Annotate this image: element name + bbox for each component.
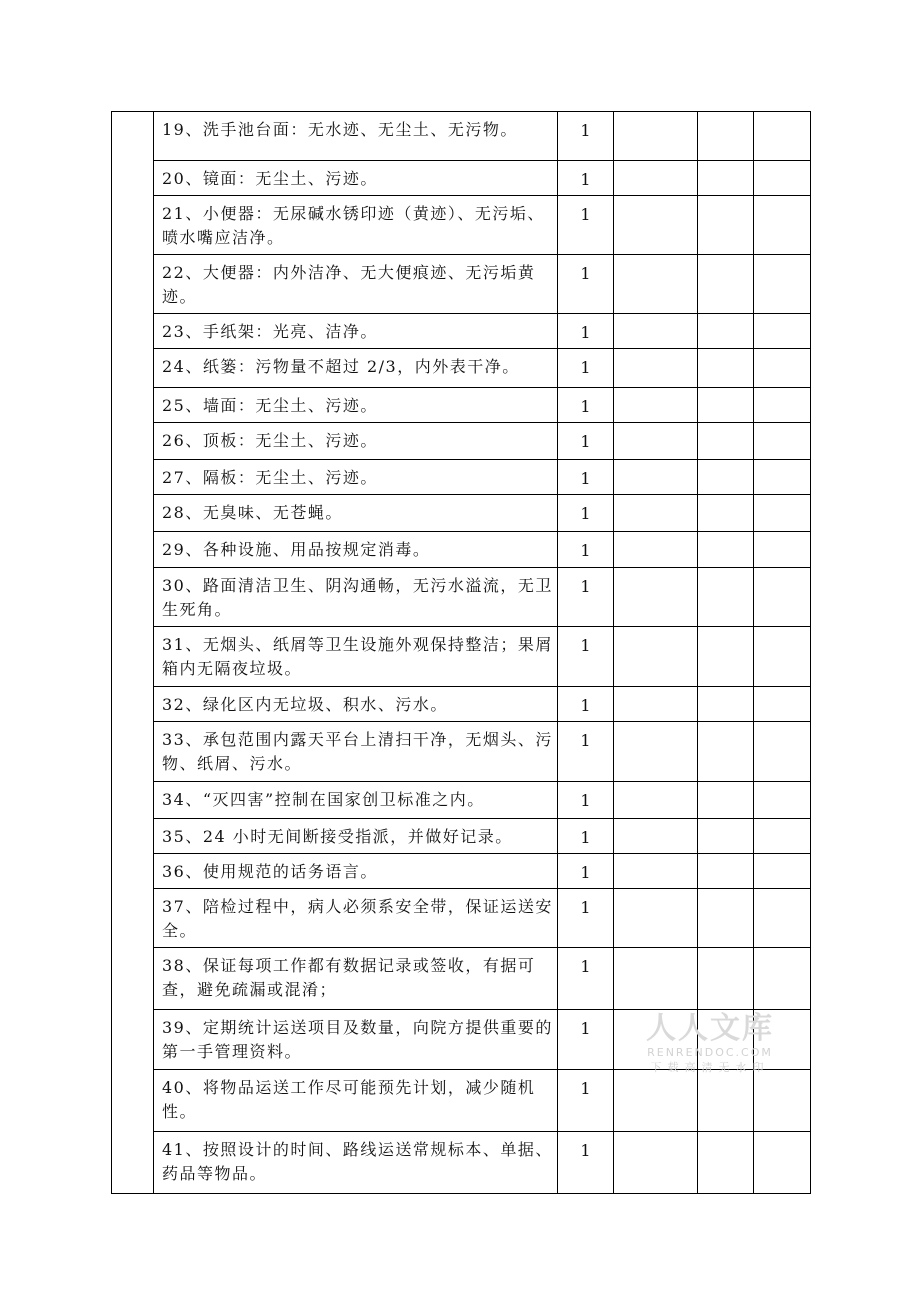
empty-cell-2 [698,460,754,495]
score-cell [558,495,614,532]
item-cell [154,196,558,255]
empty-cell-1 [614,1132,698,1194]
score-value: 1 [580,397,591,416]
empty-cell-1 [614,687,698,722]
item-cell [154,423,558,460]
empty-cell-3 [754,112,811,161]
score-cell [558,1070,614,1132]
empty-cell-2 [698,196,754,255]
empty-cell-1 [614,854,698,889]
score-value: 1 [580,264,591,283]
item-cell [154,782,558,819]
score-value: 1 [580,898,591,917]
empty-cell-2 [698,495,754,532]
empty-cell-2 [698,388,754,423]
empty-cell-1 [614,314,698,349]
score-value: 1 [580,1019,591,1038]
table-row [112,568,811,627]
empty-cell-2 [698,782,754,819]
table-row [112,948,811,1010]
item-text: 25、墙面：无尘土、污迹。 [162,396,378,415]
score-value: 1 [580,828,591,847]
empty-cell-3 [754,460,811,495]
score-cell [558,889,614,948]
empty-cell-2 [698,255,754,314]
item-cell [154,948,558,1010]
empty-cell-3 [754,687,811,722]
score-cell [558,314,614,349]
score-cell [558,627,614,687]
score-cell [558,782,614,819]
empty-cell-2 [698,161,754,196]
item-text: 27、隔板：无尘土、污迹。 [162,468,378,487]
table-row [112,722,811,782]
empty-cell-3 [754,349,811,388]
score-value: 1 [580,121,591,140]
score-cell [558,532,614,568]
empty-cell-3 [754,782,811,819]
item-cell [154,722,558,782]
item-text: 40、将物品运送工作尽可能预先计划，减少随机性。 [162,1078,536,1121]
empty-cell-1 [614,161,698,196]
empty-cell-1 [614,112,698,161]
empty-cell-2 [698,722,754,782]
watermark-site: RENRENDOC.COM [647,1046,773,1059]
item-cell [154,349,558,388]
score-value: 1 [580,205,591,224]
item-text: 34、“灭四害”控制在国家创卫标准之内。 [162,790,485,809]
table-row [112,349,811,388]
table-row [112,495,811,532]
score-cell [558,349,614,388]
score-value: 1 [580,504,591,523]
table-row [112,423,811,460]
table-row [112,1070,811,1132]
item-cell [154,112,558,161]
empty-cell-3 [754,314,811,349]
empty-cell-3 [754,388,811,423]
empty-cell-2 [698,1132,754,1194]
empty-cell-2 [698,112,754,161]
item-cell [154,314,558,349]
score-cell [558,460,614,495]
item-cell [154,854,558,889]
item-text: 32、绿化区内无垃圾、积水、污水。 [162,695,448,714]
empty-cell-1 [614,568,698,627]
item-text: 36、使用规范的话务语言。 [162,862,378,881]
item-text: 22、大便器：内外洁净、无大便痕迹、无污垢黄迹。 [162,263,536,306]
empty-cell-2 [698,889,754,948]
score-value: 1 [580,323,591,342]
item-text: 29、各种设施、用品按规定消毒。 [162,540,431,559]
table-row [112,819,811,854]
empty-cell-1 [614,948,698,1010]
table-row [112,314,811,349]
empty-cell-1 [614,460,698,495]
empty-cell-3 [754,722,811,782]
empty-cell-1 [614,889,698,948]
empty-cell-1 [614,1070,698,1132]
table-row [112,854,811,889]
item-text: 20、镜面：无尘土、污迹。 [162,169,378,188]
table-row [112,161,811,196]
score-cell [558,568,614,627]
empty-cell-3 [754,532,811,568]
item-text: 28、无臭味、无苍蝇。 [162,503,343,522]
empty-cell-2 [698,532,754,568]
score-cell [558,112,614,161]
empty-cell-1 [614,196,698,255]
score-cell [558,388,614,423]
score-value: 1 [580,1079,591,1098]
table-row [112,889,811,948]
empty-cell-1 [614,532,698,568]
empty-cell-3 [754,495,811,532]
empty-cell-1 [614,722,698,782]
empty-cell-3 [754,948,811,1010]
item-text: 19、洗手池台面：无水迹、无尘土、无污物。 [162,120,518,139]
score-cell [558,255,614,314]
item-cell [154,460,558,495]
item-cell [154,255,558,314]
item-cell [154,1070,558,1132]
item-cell [154,532,558,568]
item-cell [154,627,558,687]
item-cell [154,819,558,854]
item-text: 41、按照设计的时间、路线运送常规标本、单据、药品等物品。 [162,1140,553,1183]
empty-cell-3 [754,423,811,460]
empty-cell-2 [698,423,754,460]
item-cell [154,388,558,423]
score-cell [558,196,614,255]
item-cell [154,687,558,722]
item-text: 33、承包范围内露天平台上清扫干净，无烟头、污物、纸屑、污水。 [162,730,553,773]
empty-cell-3 [754,568,811,627]
table-row [112,532,811,568]
empty-cell-3 [754,819,811,854]
score-cell [558,722,614,782]
score-cell [558,161,614,196]
score-cell [558,1010,614,1070]
empty-cell-1 [614,423,698,460]
empty-cell-3 [754,196,811,255]
score-value: 1 [580,469,591,488]
score-value: 1 [580,358,591,377]
empty-cell-1 [614,388,698,423]
table-row [112,388,811,423]
score-value: 1 [580,731,591,750]
table-row [112,196,811,255]
item-cell [154,568,558,627]
table-row [112,687,811,722]
score-cell [558,1132,614,1194]
empty-cell-3 [754,627,811,687]
empty-cell-1 [614,495,698,532]
score-value: 1 [580,1141,591,1160]
empty-cell-3 [754,889,811,948]
score-value: 1 [580,791,591,810]
table-row [112,255,811,314]
empty-cell-1 [614,349,698,388]
empty-cell-2 [698,349,754,388]
item-text: 38、保证每项工作都有数据记录或签收，有据可查，避免疏漏或混淆； [162,956,536,999]
item-text: 35、24 小时无间断接受指派，并做好记录。 [162,827,513,846]
item-cell [154,495,558,532]
score-value: 1 [580,636,591,655]
score-cell [558,819,614,854]
empty-cell-3 [754,854,811,889]
table-row [112,460,811,495]
item-cell [154,1010,558,1070]
empty-cell-3 [754,255,811,314]
empty-cell-2 [698,568,754,627]
score-value: 1 [580,696,591,715]
empty-cell-2 [698,854,754,889]
score-cell [558,423,614,460]
item-text: 24、纸篓：污物量不超过 2/3，内外表干净。 [162,357,520,376]
score-cell [558,854,614,889]
item-cell [154,1132,558,1194]
score-value: 1 [580,432,591,451]
score-value: 1 [580,541,591,560]
item-text: 26、顶板：无尘土、污迹。 [162,431,378,450]
empty-cell-2 [698,1070,754,1132]
empty-cell-2 [698,687,754,722]
watermark [645,1012,775,1076]
empty-cell-2 [698,627,754,687]
table-row [112,627,811,687]
item-text: 21、小便器：无尿碱水锈印迹（黄迹）、无污垢、喷水嘴应洁净。 [162,204,545,247]
watermark-title: 人人文库 [646,1011,774,1046]
item-cell [154,161,558,196]
score-cell [558,948,614,1010]
score-value: 1 [580,170,591,189]
table-row [112,112,811,161]
item-text: 37、陪检过程中，病人必须系安全带，保证运送安全。 [162,897,553,940]
score-value: 1 [580,957,591,976]
watermark-subtitle: 下载高清无水印 [650,1061,770,1074]
empty-cell-2 [698,314,754,349]
item-cell [154,889,558,948]
table-row [112,782,811,819]
empty-cell-3 [754,161,811,196]
item-text: 30、路面清洁卫生、阴沟通畅，无污水溢流，无卫生死角。 [162,576,553,619]
item-text: 39、定期统计运送项目及数量，向院方提供重要的第一手管理资料。 [162,1018,553,1061]
empty-cell-2 [698,948,754,1010]
empty-cell-2 [698,819,754,854]
score-value: 1 [580,863,591,882]
item-text: 31、无烟头、纸屑等卫生设施外观保持整洁；果屑箱内无隔夜垃圾。 [162,635,553,678]
score-value: 1 [580,577,591,596]
empty-cell-3 [754,1132,811,1194]
category-cell [112,112,154,1194]
empty-cell-1 [614,782,698,819]
empty-cell-1 [614,255,698,314]
empty-cell-1 [614,627,698,687]
item-text: 23、手纸架：光亮、洁净。 [162,322,378,341]
table-row [112,1132,811,1194]
empty-cell-1 [614,819,698,854]
score-cell [558,687,614,722]
empty-cell-3 [754,1070,811,1132]
